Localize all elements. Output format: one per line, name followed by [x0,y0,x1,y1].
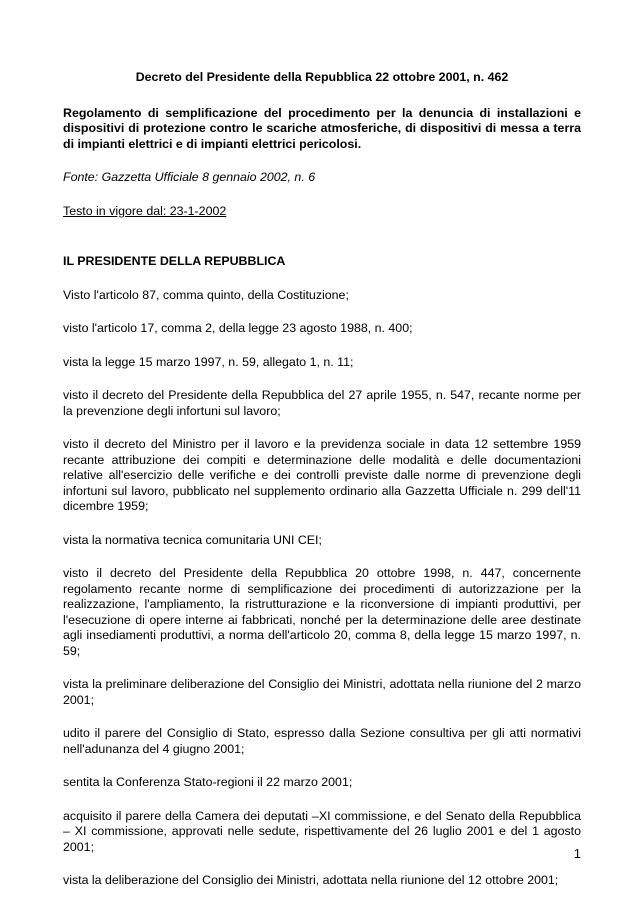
paragraph: vista la legge 15 marzo 1997, n. 59, allegato 1, n. 11; [63,354,354,369]
paragraph: Visto l'articolo 87, comma quinto, della Costituzione; [63,287,349,302]
paragraph: acquisito il parere della Camera dei deputati –XI commissione, e del Senato della Repubblica – XI commissione, approvati nelle sedute, rispettivamente del 26 luglio 2001 e del 1 agosto 2001; [63,808,581,854]
paragraph: visto il decreto del Presidente della Repubblica del 27 aprile 1955, n. 547, recante norme per la prevenzione degli infortuni sul lavoro; [63,388,581,418]
document-title: Decreto del Presidente della Repubblica 22 ottobre 2001, n. 462 [135,70,509,84]
paragraph: udito il parere del Consiglio di Stato, espresso dalla Sezione consultiva per gli atti normativi nell'adunanza del 4 giugno 2001; [63,726,581,756]
in-force-date: Testo in vigore dal: 23-1-2002 [63,203,227,218]
section-heading: IL PRESIDENTE DELLA REPUBBLICA [63,254,286,268]
paragraph: visto l'articolo 17, comma 2, della legge 23 agosto 1988, n. 400; [63,321,413,335]
document-subtitle: Regolamento di semplificazione del procedimento per la denuncia di installazioni e dispositivi di protezione contro le scariche atmosferiche, di dispositivi di messa a terra di impianti elettrici e di impianti elettrici pericolosi. [63,105,581,151]
paragraph: visto il decreto del Ministro per il lavoro e la previdenza sociale in data 12 settembre 1959 recante attribuzione dei compiti e determinazione delle modalità e delle documentazioni relative all'esercizio delle verifiche e dei controlli previste dalle norme di prevenzione degli infortuni sul lavoro, pubblicato nel supplemento ordinario alla Gazzetta Ufficiale n. 299 dell'11 dicembre 1959; [63,437,581,513]
paragraph: vista la preliminare deliberazione del Consiglio dei Ministri, adottata nella riunione del 2 marzo 2001; [63,677,581,707]
page-number: 1 [573,846,581,861]
paragraph: visto il decreto del Presidente della Repubblica 20 ottobre 1998, n. 447, concernente regolamento recante norme di semplificazione dei procedimenti di autorizzazione per la realizzazione, l'ampliamento, la ristrutturazione e la riconversione di impianti produttivi, per l'esecuzione di opere interne ai fabbricati, nonché per la determinazione delle aree destinate agli insediamenti produttivi, a norma dell'articolo 20, comma 8, della legge 15 marzo 1997, n. 59; [63,566,581,658]
paragraph: vista la normativa tecnica comunitaria UNI CEI; [63,532,322,547]
paragraph: vista la deliberazione del Consiglio dei Ministri, adottata nella riunione del 12 ottobre 2001; [63,873,559,887]
document-source: Fonte: Gazzetta Ufficiale 8 gennaio 2002, n. 6 [63,170,316,184]
paragraph: sentita la Conferenza Stato-regioni il 22 marzo 2001; [63,775,353,789]
document-page [63,70,581,889]
